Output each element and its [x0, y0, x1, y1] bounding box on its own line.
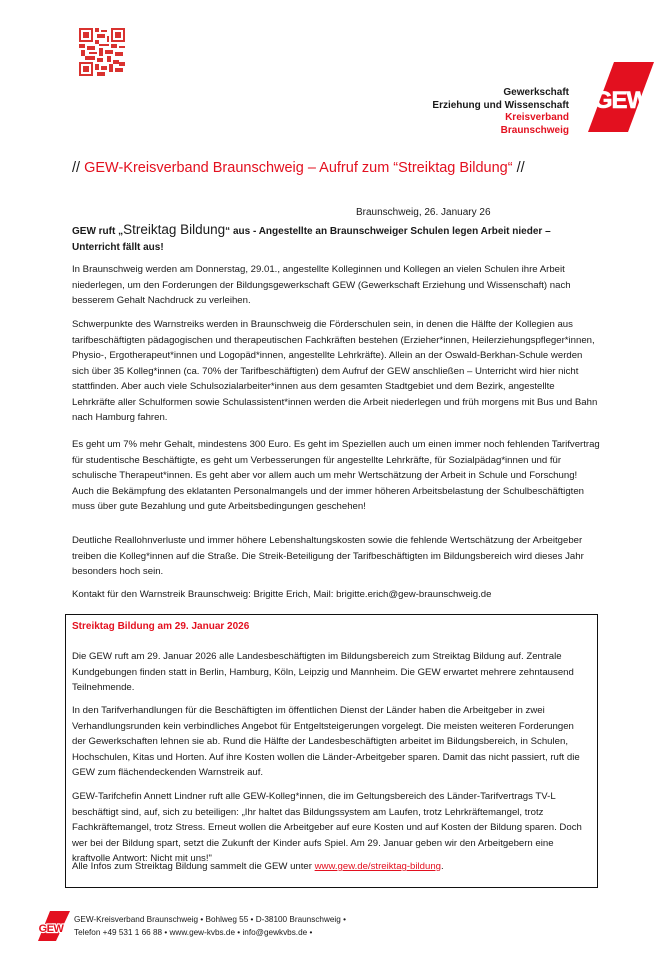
- svg-text:GEW: GEW: [38, 923, 64, 935]
- gew-logo-icon: [588, 62, 654, 132]
- paragraph-demands: Es geht um 7% mehr Gehalt, mindestens 300 Euro. Es geht im Speziellen auch um einen immer noch fehlenden Tarifvertrag für studentische Beschäftigte, es geht um Verbesserungen für angestellte Lehrkräfte, für Sozialpädag*innen und für schulische Therapeut*innen. Es geht aber vor allem auch um mehr Wertschätzung der Arbeit in Schule und Forschung! Auch die Bekämpfung des eklatanten Personalmangels und der immer höheren Arbeitsbelastung der Schulbeschäftigten muss über gute Bezahlung und gute Arbeitsbedingungen geschehen!: [72, 439, 600, 512]
- org-line-3: Kreisverband: [505, 112, 569, 123]
- info-box-title: Streiktag Bildung am 29. Januar 2026: [72, 621, 250, 632]
- subheadline: [72, 222, 572, 256]
- org-line-4: Braunschweig: [500, 124, 569, 136]
- dateline: Braunschweig, 26. January 26: [356, 207, 491, 218]
- info-box-paragraph: GEW-Tarifchefin Annett Lindner ruft alle GEW-Kolleg*innen, die im Geltungsbereich des Länder-Tarifvertrags TV-L beschäftigt sind, auf, sich zu beteiligen: „Ihr haltet das Bildungssystem am Laufen, trotz Lehrkräftemangel, trotz Fachkräftemangel, trotz Stress. Erneut wollen die Arbeitgeber auf eure Kosten und auf Kosten der Bildung sparen. Doch wer bei der Bildung spart, setzt die Zukunft der Kinder aufs Spiel. Am 29. Januar geben wir den Arbeitgebern eine kraftvolle Antwort: Nicht mit uns!": [72, 791, 582, 864]
- headline-text: GEW-Kreisverband Braunschweig – Aufruf zum “Streiktag Bildung“: [84, 160, 513, 176]
- qr-code-icon: [79, 28, 125, 76]
- link-prefix: Alle Infos zum Streiktag Bildung sammelt die GEW unter: [72, 861, 315, 872]
- info-box: [65, 614, 598, 888]
- svg-text:GEW: GEW: [593, 87, 649, 114]
- org-line-2: Erziehung und Wissenschaft: [432, 99, 569, 111]
- link-suffix: .: [441, 861, 444, 872]
- paragraph-focus: Schwerpunkte des Warnstreiks werden in Braunschweig die Förderschulen sein, in denen die Hälfte der Kollegien aus tarifbeschäftigten pädagogischen und therapeutischen Fachkräften bestehen (Erzieher*innen, Heilerziehungspfleger*innen, Physio-, Ergotherapeut*innen und Logopäd*innen, angestellte Lehrkräfte). Allein an der Oswald-Berkhan-Schule werden sich über 35 Kolleg*innen (ca. 70% der Tarifbeschäftigten) dem Aufruf der GEW anschließen – Unterricht wird hier nicht stattfinden. Aber auch viele Schulsozialarbeiter*innen aus dem gesamten Stadtgebiet und dem Bezirk, angestellte Lehrkräfte aller Schulformen sowie Schulassistent*innen werden die Arbeit niederlegen und früh morgens mit Bus und Bahn nach Hamburg fahren.: [72, 319, 598, 423]
- footer-line-2: Telefon +49 531 1 66 88 • www.gew-kvbs.de • info@gewkvbs.de •: [74, 928, 313, 937]
- org-line-1: Gewerkschaft: [503, 87, 569, 98]
- headline-prefix: //: [72, 160, 81, 176]
- footer-gew-logo-icon: [34, 911, 70, 941]
- organization-name-block: [432, 87, 569, 137]
- paragraph-contact: Kontakt für den Warnstreik Braunschweig: Brigitte Erich, Mail: brigitte.erich@gew-braunschweig.de: [72, 589, 492, 600]
- info-box-paragraph: Die GEW ruft am 29. Januar 2026 alle Landesbeschäftigten im Bildungsbereich zum Streiktag Bildung auf. Zentrale Kundgebungen finden statt in Berlin, Hamburg, Köln, Leipzig und Mannheim. Die GEW erwartet mehrere zehntausend Teilnehmende.: [72, 651, 574, 693]
- paragraph-intro: In Braunschweig werden am Donnerstag, 29.01., angestellte Kolleginnen und Kollegen an vielen Schulen ihre Arbeit niederlegen, um den Forderungen der Bildungsgewerkschaft GEW (Gewerkschaft Erziehung und Wissenschaft) nach besserem Gehalt Nachdruck zu verleihen.: [72, 264, 571, 306]
- footer-address: [74, 913, 346, 939]
- paragraph-reasons: Deutliche Reallohnverluste und immer höhere Lebenshaltungskosten sowie die fehlende Wertschätzung der Arbeitgeber treiben die Kolleg*innen auf die Straße. Die Streik-Beteiligung der Tarifbeschäftigten im Bildungsbereich wird dieses Jahr besonders hoch sein.: [72, 535, 584, 577]
- subhead-emphasis: Streiktag Bildung: [123, 222, 226, 237]
- streiktag-link[interactable]: www.gew.de/streiktag-bildung: [314, 861, 441, 872]
- info-box-link-paragraph: [72, 859, 588, 875]
- footer-line-1: GEW-Kreisverband Braunschweig • Bohlweg 55 • D-38100 Braunschweig •: [74, 915, 346, 924]
- headline-suffix: //: [516, 160, 525, 176]
- subhead-part-2: “ aus - Angestellte an Braunschweiger Schulen legen Arbeit nieder – Unterricht fällt aus!: [72, 226, 551, 253]
- info-box-paragraph: In den Tarifverhandlungen für die Beschäftigten im öffentlichen Dienst der Länder haben die Arbeitgeber in zwei Verhandlungsrunden kein verbindliches Angebot für Entgeltsteigerungen vorgelegt. Die meisten weiteren Forderungen der Gewerkschaften lehnen sie ab. Rund die Hälfte der Landesbeschäftigten arbeitet im Bildungsbereich, in Schulen, Hochschulen, Kitas und Horten. Auf ihre Kosten wollen die Länder-Arbeitgeber sparen. Damit das nicht passiert, ruft die GEW zum flächendeckenden Warnstreik auf.: [72, 705, 580, 778]
- subhead-part-1: GEW ruft „: [72, 226, 124, 237]
- page-headline: [72, 160, 525, 176]
